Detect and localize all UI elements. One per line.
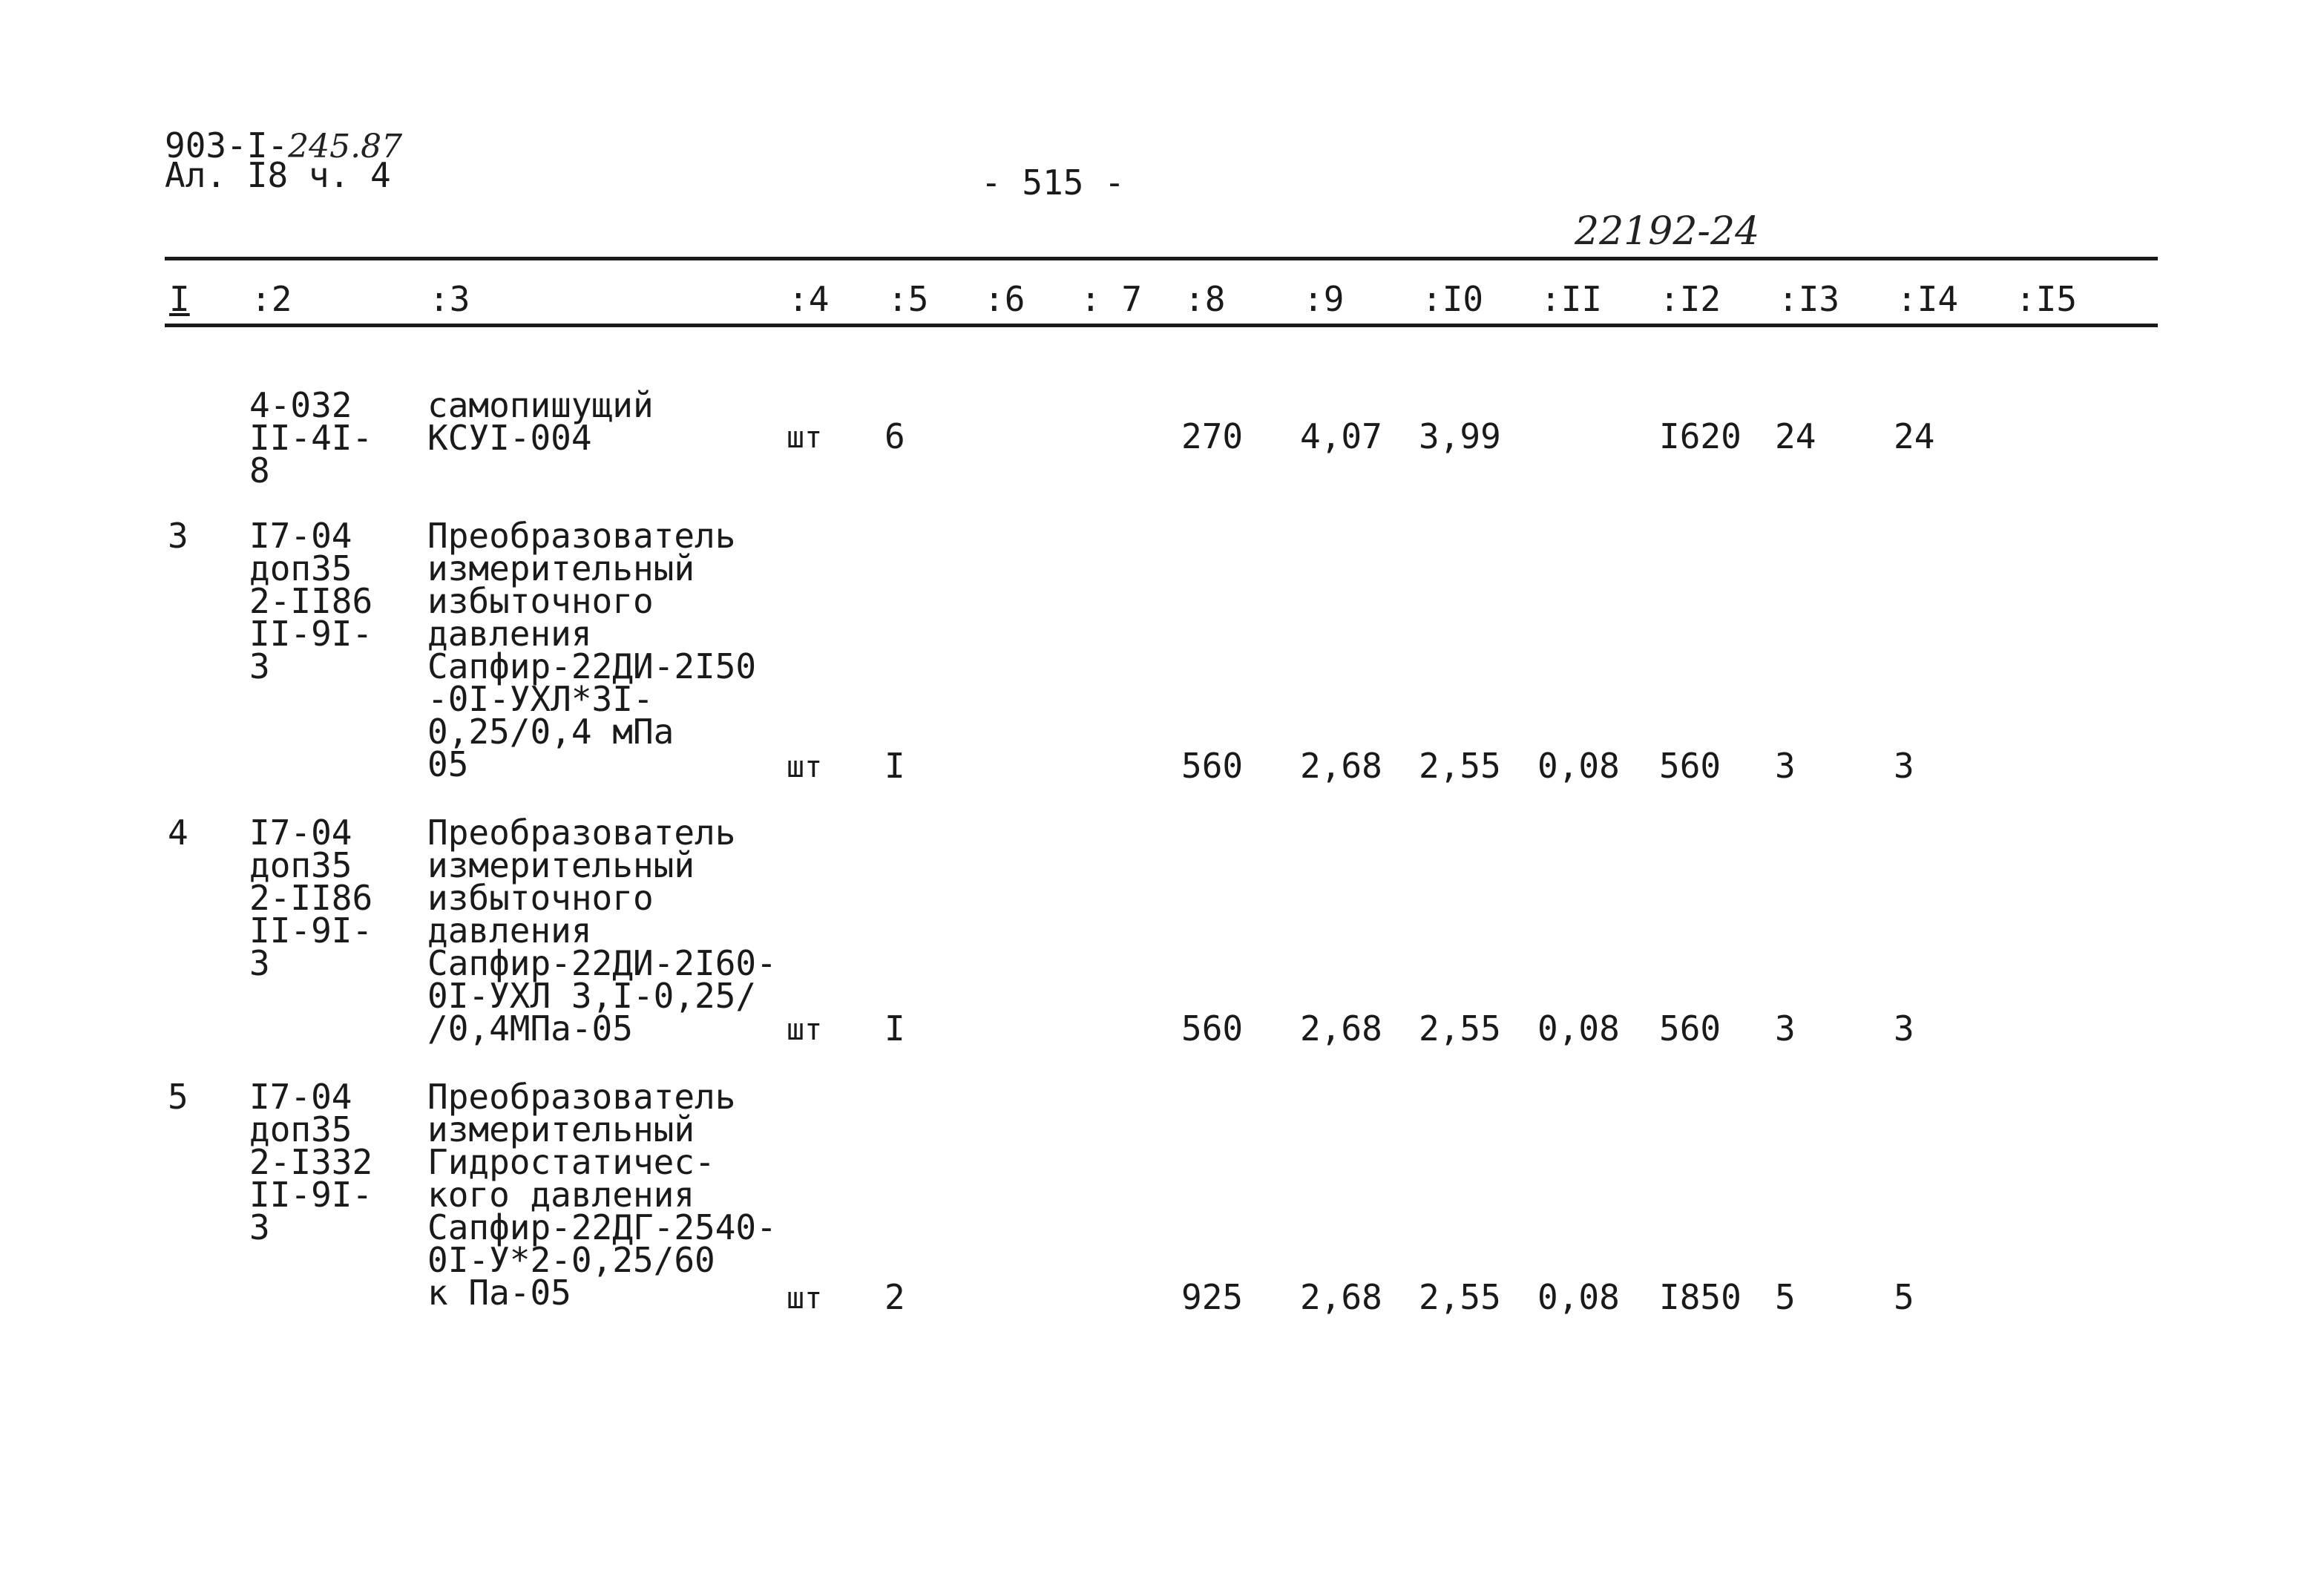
column-header-5: :5: [887, 279, 929, 319]
column-header-3: :3: [429, 279, 470, 319]
column-header-13: :I3: [1778, 279, 1840, 319]
row-col8: 270: [1181, 416, 1244, 456]
row-qty: 6: [884, 416, 905, 456]
row-number: 3: [168, 516, 188, 556]
row-code: I7-04 доп35 2-II86 II-9I- 3: [249, 813, 373, 983]
column-header-2: :2: [251, 279, 292, 319]
sheet-code: 22192-24: [1575, 209, 1760, 254]
row-col10: 2,55: [1419, 746, 1501, 786]
row-name: самопишущий КСУI-004: [427, 385, 654, 458]
row-number: 4: [168, 813, 188, 853]
row-qty: I: [884, 1008, 905, 1049]
column-header-6: :6: [984, 279, 1025, 319]
column-header-7: : 7: [1080, 279, 1143, 319]
row-col8: 560: [1181, 1008, 1244, 1049]
row-col11: 0,08: [1537, 1277, 1620, 1317]
row-col9: 2,68: [1300, 1277, 1382, 1317]
column-header-1: I: [169, 279, 190, 319]
row-col10: 2,55: [1419, 1277, 1501, 1317]
row-col11: 0,08: [1537, 1008, 1620, 1049]
row-col14: 3: [1894, 1008, 1914, 1049]
row-name: Преобразователь измерительный избыточного давления Сапфир-22ДИ-2I50 -0I-УХЛ*3I- 0,25/0,4 мПа 05: [427, 516, 757, 784]
row-col9: 2,68: [1300, 746, 1382, 786]
row-col10: 2,55: [1419, 1008, 1501, 1049]
document-number-prefix: 903-I-: [165, 125, 289, 165]
row-name: Преобразователь измерительный избыточного давления Сапфир-22ДИ-2I60- 0I-УХЛ 3,I-0,25/ /0,4МПа-05: [427, 813, 777, 1049]
row-col10: 3,99: [1419, 416, 1501, 456]
row-unit: шт: [787, 1282, 823, 1316]
row-col8: 560: [1181, 746, 1244, 786]
row-col14: 24: [1894, 416, 1935, 456]
column-header-4: :4: [788, 279, 830, 319]
row-qty: 2: [884, 1277, 905, 1317]
row-col12: 560: [1659, 746, 1721, 786]
row-unit: шт: [787, 421, 823, 455]
row-col13: 5: [1775, 1277, 1796, 1317]
row-name: Преобразователь измерительный Гидростатичес- кого давления Сапфир-22ДГ-2540- 0I-У*2-0,25/60 к Па-05: [427, 1077, 777, 1313]
column-header-8: :8: [1184, 279, 1226, 319]
column-header-12: :I2: [1659, 279, 1721, 319]
album-line: Ал. I8 ч. 4: [165, 155, 391, 195]
row-col9: 4,07: [1300, 416, 1382, 456]
table-top-rule: [165, 257, 2158, 260]
row-col11: 0,08: [1537, 746, 1620, 786]
row-col12: I850: [1659, 1277, 1742, 1317]
row-col12: I620: [1659, 416, 1742, 456]
row-col13: 3: [1775, 1008, 1796, 1049]
row-col13: 3: [1775, 746, 1796, 786]
document-number-handwritten: 245.87: [288, 128, 403, 165]
row-col14: 3: [1894, 746, 1914, 786]
column-header-14: :I4: [1897, 279, 1959, 319]
row-col14: 5: [1894, 1277, 1914, 1317]
row-number: 5: [168, 1077, 188, 1117]
column-header-10: :I0: [1422, 279, 1484, 319]
page-number: - 515 -: [981, 163, 1125, 203]
row-code: 4-032 II-4I- 8: [249, 385, 373, 490]
row-code: I7-04 доп35 2-II86 II-9I- 3: [249, 516, 373, 686]
table-header-rule: [165, 324, 2158, 327]
row-unit: шт: [787, 750, 823, 784]
row-unit: шт: [787, 1013, 823, 1047]
column-header-11: :II: [1540, 279, 1603, 319]
column-header-9: :9: [1303, 279, 1345, 319]
column-header-15: :I5: [2015, 279, 2078, 319]
row-qty: I: [884, 746, 905, 786]
row-col13: 24: [1775, 416, 1816, 456]
row-col9: 2,68: [1300, 1008, 1382, 1049]
row-col12: 560: [1659, 1008, 1721, 1049]
row-col8: 925: [1181, 1277, 1244, 1317]
row-code: I7-04 доп35 2-I332 II-9I- 3: [249, 1077, 373, 1247]
